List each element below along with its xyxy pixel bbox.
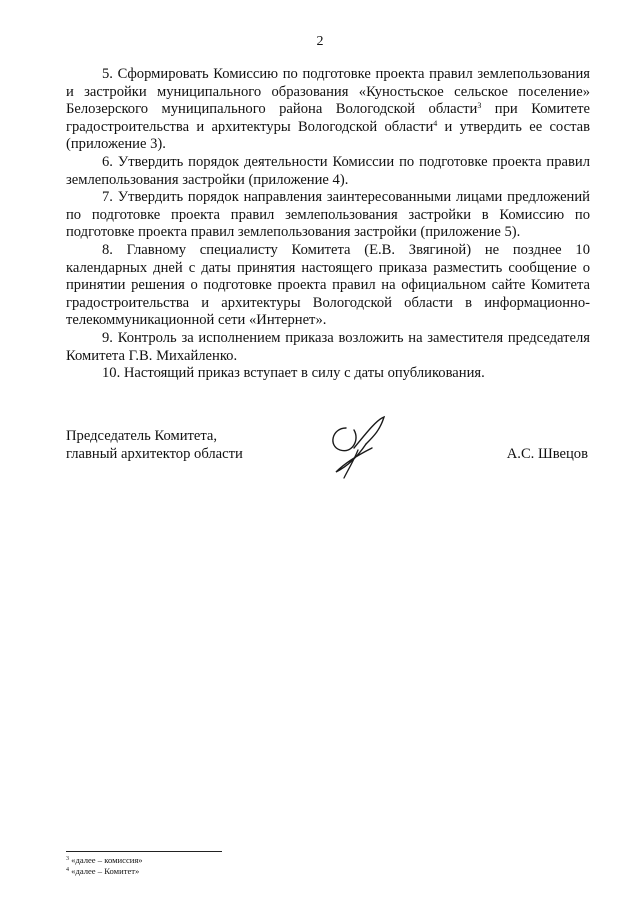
paragraph-10: 10. Настоящий приказ вступает в силу с даты опубликования. (102, 365, 485, 382)
footnote-3-mark: 3 (66, 856, 69, 862)
signatory-title-line-2: главный архитектор области (66, 445, 243, 462)
paragraph-6: 6. Утвердить порядок деятельности Комиссии по подготовке проекта правил землепользования застройки (приложение 4). (66, 153, 590, 188)
footnote-ref-3: 3 (477, 101, 482, 111)
paragraph-5-text-middle: при Комитете градостроительства и архитектуры Вологодской области (66, 101, 590, 135)
footnote-3 (66, 855, 366, 866)
page-number: 2 (316, 34, 324, 49)
footnote-divider (66, 851, 222, 852)
footnote-ref-4: 4 (433, 118, 438, 128)
paragraph-9: 9. Контроль за исполнением приказа возложить на заместителя председателя Комитета Г.В. Михайленко. (66, 329, 590, 364)
paragraph-5-text-before: 5. Сформировать Комиссию по подготовке проекта правил землепользования и застройки муниципального образования «Куностьское сельское поселение» Белозерского муниципального района Вологодской области (66, 66, 590, 118)
paragraph-5 (66, 66, 590, 154)
order-body (66, 66, 590, 383)
signature-block (66, 428, 590, 488)
footnote-3-text: «далее – комиссия» (69, 855, 143, 865)
signatory-title-line-1: Председатель Комитета, (66, 428, 218, 444)
paragraph-5-text-after: и утвердить ее состав (приложение 3). (66, 118, 590, 153)
footnotes (66, 855, 366, 877)
handwritten-signature (324, 414, 394, 482)
signatory-name: А.С. Швецов (506, 446, 588, 462)
footnote-4-text: «далее – Комитет» (69, 866, 140, 876)
footnote-4-mark: 4 (66, 867, 69, 873)
signatory-title (66, 428, 296, 463)
paragraph-8: 8. Главному специалисту Комитета (Е.В. Звягиной) не позднее 10 календарных дней с даты принятия настоящего приказа разместить сообщение о принятии решения о подготовке проекта правил на официальном сайте Комитета градостроительства и архитектуры Вологодской области в информационно-телекоммуникационной сети «Интернет». (66, 241, 590, 329)
paragraph-7: 7. Утвердить порядок направления заинтересованными лицами предложений по подготовке проекта правил землепользования застройки в Комиссию по подготовке проекта правил землепользования застройки (приложение 5). (66, 189, 590, 241)
footnote-4 (66, 866, 366, 877)
